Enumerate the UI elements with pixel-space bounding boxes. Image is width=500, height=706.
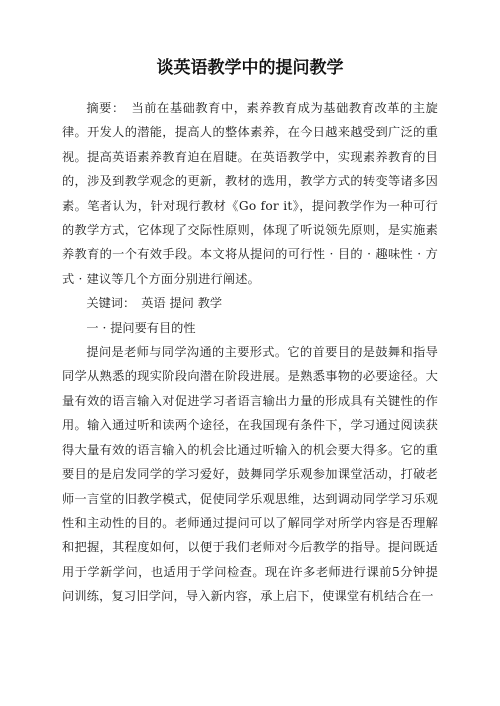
section-heading: 一 · 提问要有目的性 [86, 320, 196, 335]
keywords-line: 关键词： 英语 提问 教学 [86, 296, 223, 311]
section-body-paragraph: 提问是老师与同学沟通的主要形式。它的首要目的是鼓舞和指导同学从熟悉的现实阶段向潜在阶段进展。是熟悉事物的必要途径。大量有效的语言输入对促进学习者语言输出力量的形成具有关键性的作用。输入通过听和读两个途径，在我国现有条件下，学习通过阅读获得大量有效的语言输入的机会比通过听输入的机会要大得多。它的重要目的是启发同学的学习爱好，鼓舞同学乐观参加课堂活动，打破老师一言堂的旧教学模式，促使同学乐观思维，达到调动同学学习乐观性和主动性的目的。老师通过提问可以了解同学对所学内容是否理解和把握，其程度如何，以便于我们老师对今后教学的指导。提问既适用于学新学问，也适用于学问检查。现在许多老师进行课前5分钟提问训练，复习旧学问，导入新内容，承上启下，使课堂有机结合在一 [62, 345, 438, 604]
document-page [62, 56, 438, 609]
abstract-paragraph: 摘要： 当前在基础教育中，素养教育成为基础教育改革的主旋律。开发人的潜能，提高人的整体素养，在今日越来越受到广泛的重视。提高英语素养教育迫在眉睫。在英语教学中，实现素养教育的目的，涉及到教学观念的更新，教材的选用，教学方式的转变等诸多因素。笔者认为，针对现行教材《Go for it》，提问教学作为一种可行的教学方式，它体现了交际性原则，体现了听说领先原则，是实施素养教育的一个有效手段。本文将从提问的可行性 · 目的 · 趣味性 · 方式 · 建议等几个方面分别进行阐述。 [62, 101, 438, 286]
document-title: 谈英语教学中的提问教学 [156, 58, 344, 78]
